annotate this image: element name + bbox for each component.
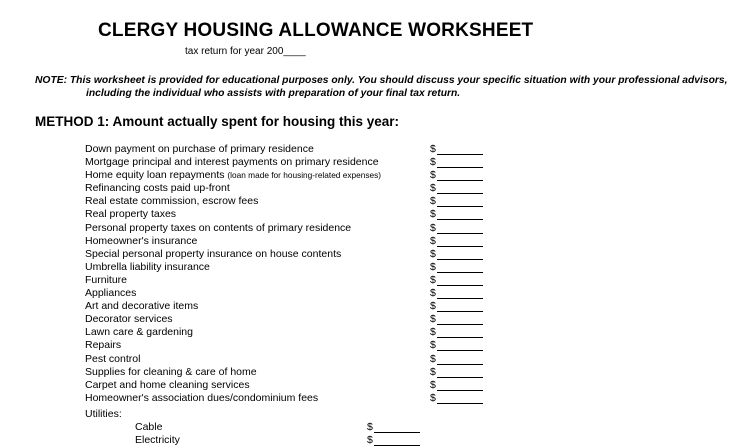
amount-blank[interactable] <box>430 353 483 365</box>
currency-symbol: $ <box>430 143 436 155</box>
expense-label <box>85 379 250 391</box>
amount-blank[interactable] <box>430 156 483 168</box>
amount-line[interactable] <box>437 157 483 168</box>
expense-row <box>85 339 505 352</box>
expense-label <box>85 195 258 207</box>
amount-blank[interactable] <box>367 434 420 446</box>
amount-line[interactable] <box>437 170 483 181</box>
currency-symbol: $ <box>430 365 436 378</box>
currency-symbol: $ <box>430 326 436 339</box>
amount-line[interactable] <box>437 183 483 194</box>
expense-label-text: Appliances <box>85 287 137 300</box>
expense-label-text: Lawn care & gardening <box>85 326 193 339</box>
amount-line[interactable] <box>437 301 483 312</box>
expense-row <box>85 222 505 235</box>
currency-symbol: $ <box>430 260 436 273</box>
expense-label-text: Decorator services <box>85 313 173 326</box>
amount-blank[interactable] <box>430 366 483 378</box>
expense-row <box>85 287 505 300</box>
expense-label <box>85 326 193 338</box>
currency-symbol: $ <box>430 339 436 352</box>
expense-label <box>85 156 379 168</box>
currency-symbol: $ <box>430 391 436 404</box>
expense-label-text: Real property taxes <box>85 208 177 221</box>
amount-line[interactable] <box>437 354 483 365</box>
currency-symbol: $ <box>430 169 436 182</box>
amount-blank[interactable] <box>430 339 483 351</box>
amount-blank[interactable] <box>430 222 483 234</box>
utility-label: Cable <box>135 421 163 433</box>
worksheet-title: CLERGY HOUSING ALLOWANCE WORKSHEET <box>98 20 534 41</box>
amount-line[interactable] <box>437 223 483 234</box>
amount-blank[interactable] <box>367 421 420 433</box>
expense-label-text: Special personal property insurance on house contents <box>85 247 342 260</box>
expense-row <box>85 235 505 248</box>
expense-label-text: Supplies for cleaning & care of home <box>85 365 257 378</box>
expense-label <box>85 169 381 181</box>
amount-blank[interactable] <box>430 313 483 325</box>
expense-label <box>85 261 210 273</box>
currency-symbol: $ <box>430 287 436 300</box>
amount-line[interactable] <box>437 249 483 260</box>
amount-blank[interactable] <box>430 326 483 338</box>
disclaimer-line-2: including the individual who assists with preparation of your final tax return. <box>86 88 461 99</box>
expense-label-text: Down payment on purchase of primary residence <box>85 143 314 155</box>
utilities-label: Utilities: <box>85 408 122 420</box>
amount-line[interactable] <box>437 144 483 155</box>
expense-row <box>85 366 505 379</box>
expense-row <box>85 169 505 182</box>
currency-symbol: $ <box>430 221 436 234</box>
amount-blank[interactable] <box>430 169 483 181</box>
utility-label: Electricity <box>135 434 180 446</box>
utility-row <box>135 434 435 447</box>
expense-label-text: Art and decorative items <box>85 300 199 313</box>
amount-line[interactable] <box>437 340 483 351</box>
method1-heading: METHOD 1: Amount actually spent for housing this year: <box>35 114 400 129</box>
expense-label-text: Mortgage principal and interest payments on primary residence <box>85 156 379 169</box>
amount-blank[interactable] <box>430 300 483 312</box>
expense-label-text: Personal property taxes on contents of primary residence <box>85 221 352 234</box>
expense-row <box>85 353 505 366</box>
expense-label <box>85 274 127 286</box>
amount-line[interactable] <box>437 393 483 404</box>
expense-label <box>85 339 121 351</box>
utility-row <box>135 421 435 434</box>
currency-symbol: $ <box>430 195 436 208</box>
tax-year-subtitle: tax return for year 200____ <box>185 46 306 57</box>
currency-symbol: $ <box>367 421 373 433</box>
expense-label-text: Homeowner's insurance <box>85 234 198 247</box>
expense-label <box>85 182 230 194</box>
currency-symbol: $ <box>430 378 436 391</box>
currency-symbol: $ <box>430 313 436 326</box>
expense-label <box>85 287 136 299</box>
amount-line[interactable] <box>374 435 420 446</box>
amount-line[interactable] <box>437 288 483 299</box>
amount-line[interactable] <box>437 327 483 338</box>
expense-row <box>85 326 505 339</box>
currency-symbol: $ <box>367 434 373 446</box>
disclaimer-line-1: NOTE: This worksheet is provided for educational purposes only. You should discuss your specific situation with your professional advisors, <box>35 75 728 86</box>
expense-label-text: Carpet and home cleaning services <box>85 378 250 391</box>
currency-symbol: $ <box>430 208 436 221</box>
expense-row <box>85 379 505 392</box>
amount-line[interactable] <box>437 367 483 378</box>
disclaimer-note <box>35 74 735 100</box>
expense-row <box>85 182 505 195</box>
expense-row <box>85 392 505 405</box>
amount-line[interactable] <box>437 196 483 207</box>
expense-label <box>85 143 314 155</box>
expense-label-note: (loan made for housing-related expenses) <box>227 170 382 181</box>
currency-symbol: $ <box>430 352 436 365</box>
expense-label <box>85 235 197 247</box>
amount-blank[interactable] <box>430 287 483 299</box>
expense-row <box>85 300 505 313</box>
expense-label-text: Pest control <box>85 352 141 365</box>
currency-symbol: $ <box>430 182 436 195</box>
amount-line[interactable] <box>437 262 483 273</box>
expense-label <box>85 248 341 260</box>
expense-row <box>85 248 505 261</box>
amount-blank[interactable] <box>430 261 483 273</box>
amount-blank[interactable] <box>430 392 483 404</box>
amount-line[interactable] <box>437 380 483 391</box>
expense-label <box>85 300 198 312</box>
expense-list <box>85 143 505 405</box>
expense-label-text: Real estate commission, escrow fees <box>85 195 259 208</box>
amount-line[interactable] <box>437 275 483 286</box>
expense-row <box>85 195 505 208</box>
expense-label-text: Umbrella liability insurance <box>85 260 210 273</box>
expense-label-text: Repairs <box>85 339 122 352</box>
expense-row <box>85 143 505 156</box>
amount-line[interactable] <box>437 314 483 325</box>
amount-line[interactable] <box>437 209 483 220</box>
expense-label-text: Furniture <box>85 273 128 286</box>
expense-row <box>85 274 505 287</box>
amount-blank[interactable] <box>430 208 483 220</box>
expense-label <box>85 353 140 365</box>
currency-symbol: $ <box>430 273 436 286</box>
expense-label-text: Homeowner's association dues/condominium fees <box>85 391 319 404</box>
currency-symbol: $ <box>430 234 436 247</box>
expense-label <box>85 313 173 325</box>
currency-symbol: $ <box>430 247 436 260</box>
expense-row <box>85 261 505 274</box>
amount-blank[interactable] <box>430 195 483 207</box>
amount-blank[interactable] <box>430 143 483 155</box>
expense-label-text: Refinancing costs paid up-front <box>85 182 230 195</box>
currency-symbol: $ <box>430 300 436 313</box>
amount-line[interactable] <box>437 236 483 247</box>
amount-blank[interactable] <box>430 182 483 194</box>
amount-blank[interactable] <box>430 274 483 286</box>
expense-label <box>85 366 257 378</box>
currency-symbol: $ <box>430 156 436 169</box>
expense-label <box>85 222 351 234</box>
amount-blank[interactable] <box>430 235 483 247</box>
expense-label-text: Home equity loan repayments <box>85 169 225 182</box>
expense-label <box>85 392 318 404</box>
expense-row <box>85 156 505 169</box>
expense-row <box>85 313 505 326</box>
amount-line[interactable] <box>374 422 420 433</box>
expense-label <box>85 208 176 220</box>
amount-blank[interactable] <box>430 379 483 391</box>
amount-blank[interactable] <box>430 248 483 260</box>
expense-row <box>85 208 505 221</box>
